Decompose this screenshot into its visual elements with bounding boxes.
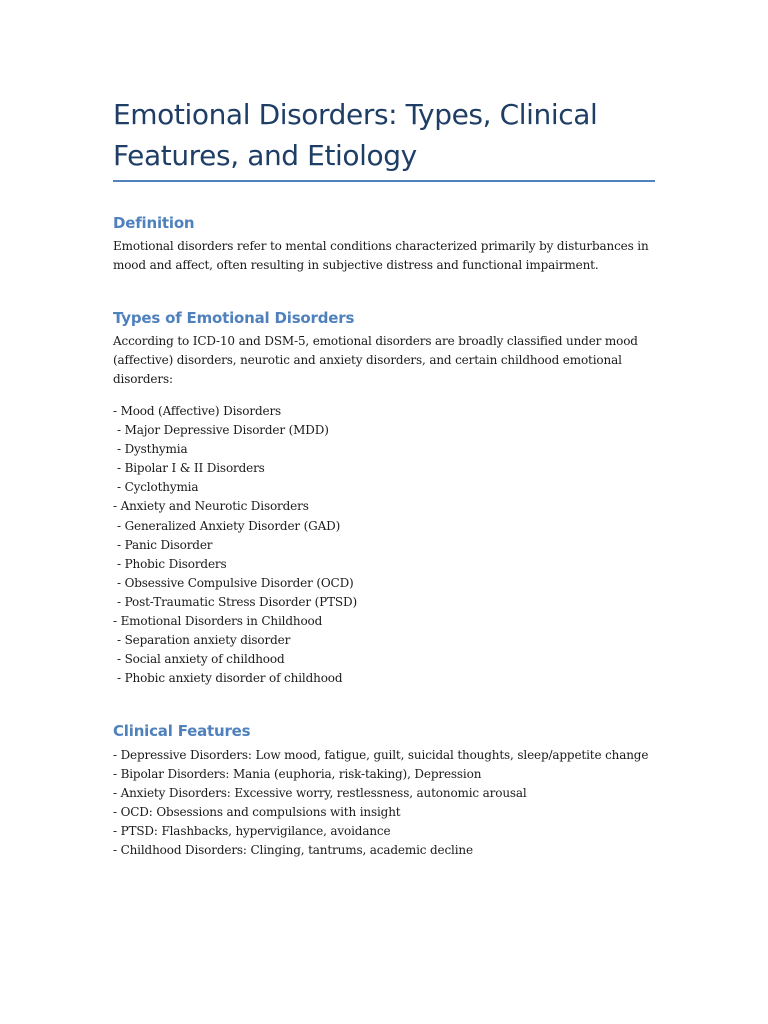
document-title: Emotional Disorders: Types, Clinical Features, and Etiology [113,98,598,172]
list-item: - PTSD: Flashbacks, hypervigilance, avoidance [113,824,391,839]
title-underline [113,180,655,182]
list-item: - Phobic Disorders [117,556,227,571]
section-heading-clinical-features: Clinical Features [113,722,251,740]
list-item: - OCD: Obsessions and compulsions with insight [113,805,401,820]
list-item: - Mood (Affective) Disorders [113,404,282,418]
list-item: - Panic Disorder [117,537,213,552]
list-item: - Cyclothymia [117,480,199,495]
list-item: - Emotional Disorders in Childhood [113,614,323,629]
list-item: - Bipolar I & II Disorders [117,461,265,476]
list-item: - Phobic anxiety disorder of childhood [117,671,343,686]
list-item: - Obsessive Compulsive Disorder (OCD) [117,575,354,590]
list-item: - Bipolar Disorders: Mania (euphoria, risk-taking), Depression [113,767,482,782]
list-item: - Social anxiety of childhood [117,652,285,667]
section-heading-definition: Definition [113,214,195,232]
section-heading-types: Types of Emotional Disorders [113,309,355,327]
types-paragraph: According to ICD-10 and DSM-5, emotional disorders are broadly classified under mood (affective) disorders, neurotic and anxiety disorders, and certain childhood emotional disorders: [113,334,638,387]
types-list [113,402,655,688]
list-item: - Childhood Disorders: Clinging, tantrums, academic decline [113,843,473,858]
list-item: - Anxiety and Neurotic Disorders [113,499,309,514]
list-item: - Separation anxiety disorder [117,633,291,648]
list-item: - Post-Traumatic Stress Disorder (PTSD) [117,594,357,609]
list-item: - Major Depressive Disorder (MDD) [117,423,329,438]
clinical-features-list [113,746,655,861]
list-item: - Anxiety Disorders: Excessive worry, restlessness, autonomic arousal [113,786,527,801]
list-item: - Generalized Anxiety Disorder (GAD) [117,518,341,533]
list-item: - Dysthymia [117,442,188,457]
definition-paragraph: Emotional disorders refer to mental conditions characterized primarily by disturbances in mood and affect, often resulting in subjective distress and functional impairment. [113,239,649,273]
list-item: - Depressive Disorders: Low mood, fatigue, guilt, suicidal thoughts, sleep/appetite change [113,748,649,762]
